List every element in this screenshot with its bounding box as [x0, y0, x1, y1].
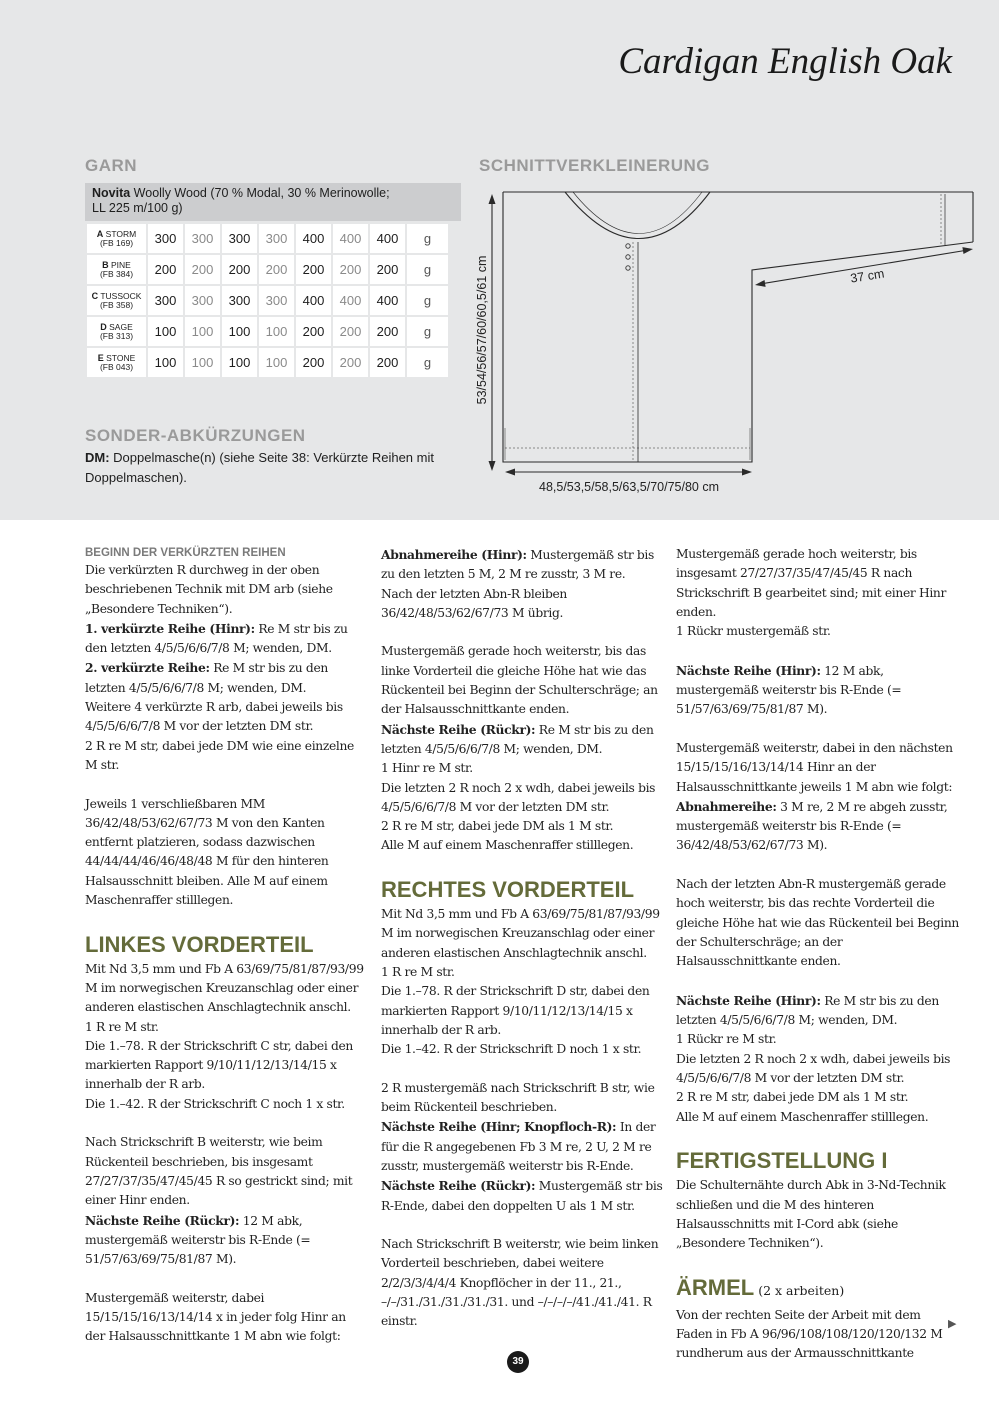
- yarn-unit-cell: g: [406, 285, 449, 316]
- paragraph: Mustergemäß weiterstr, dabei in den nächsten 15/15/15/16/13/14/14 Hinr an der Halsausschnittkante jeweils 1 M abn wie folgt: Abnahmereihe: 3 M re, 2 M re abgeh zusstr, mustergemäß weiterstr bis R-Ende (= 36/42/48/53/62/67/73 M).: [676, 740, 953, 853]
- yarn-description: [85, 183, 461, 221]
- yarn-desc: Woolly Wood (70 % Modal, 30 % Merinowolle;: [130, 186, 390, 200]
- yarn-amount-cell: 200: [258, 254, 295, 285]
- yarn-color-label: D SAGE (FB 313): [86, 316, 147, 347]
- yarn-amount-cell: 400: [295, 285, 332, 316]
- yarn-amount-cell: 400: [332, 285, 369, 316]
- yarn-amount-cell: 100: [147, 316, 184, 347]
- yarn-unit-cell: g: [406, 223, 449, 254]
- yarn-amount-cell: 300: [258, 223, 295, 254]
- abbreviation-term: DM:: [85, 450, 110, 465]
- yarn-amount-cell: 300: [184, 223, 221, 254]
- yarn-unit-cell: g: [406, 347, 449, 378]
- right-front-heading: RECHTES VORDERTEIL: [381, 877, 635, 903]
- yarn-unit-cell: g: [406, 254, 449, 285]
- sleeve-dimension-label: 37 cm: [849, 266, 886, 286]
- special-abbreviations-heading: SONDER-ABKÜRZUNGEN: [85, 426, 306, 445]
- sleeve-heading: ÄRMEL (2 x arbeiten): [676, 1274, 845, 1300]
- paragraph: Jeweils 1 verschließbaren MM 36/42/48/53/62/67/73 M von den Kanten entfernt platzieren, sodass dazwischen 44/44/44/46/46/48/48 M für den hinteren Halsausschnitt bleiben. Alle M auf einem Maschenraffer stilllegen.: [85, 796, 329, 908]
- yarn-amount-cell: 200: [332, 316, 369, 347]
- paragraph: Mustergemäß gerade hoch weiterstr, bis das linke Vorderteil die gleiche Höhe hat wie das Rückenteil bei Beginn der Schulterschräge; an der Halsausschnittkante enden. Nächste Reihe (Rückr): Re M str bis zu den letzten 4/5/5/6/6/7/8 M; wenden, DM. 1 Hinr re M str. Die letzten 2 R noch 2 x wdh, dabei jeweils bis 4/5/5/6/6/7/8 M vor der letzten DM str. 2 R re M str, dabei jede DM als 1 M str. Alle M auf einem Maschenraffer stilllegen.: [381, 644, 658, 853]
- yarn-amount-cell: 100: [221, 316, 258, 347]
- cardigan-schematic: [470, 180, 975, 500]
- yarn-row: [86, 316, 449, 347]
- yarn-heading: GARN: [85, 156, 138, 175]
- yarn-amount-cell: 300: [184, 285, 221, 316]
- paragraph: Die Schulternähte durch Abk in 3-Nd-Technik schließen und die M des hinteren Halsausschnitts mit I-Cord abk (siehe „Besondere Techniken“).: [676, 1178, 946, 1251]
- paragraph: Mit Nd 3,5 mm und Fb A 63/69/75/81/87/93/99 M im norwegischen Kreuzanschlag oder einer anderen elastischen Anschlagtechnik anschl. 1 R re M str. Die 1.–78. R der Strickschrift D str, dabei den markierten Rapport 9/10/11/12/13/14/15 x innerhalb der R arb. Die 1.–42. R der Strickschrift D noch 1 x str.: [381, 907, 660, 1057]
- yarn-unit-cell: g: [406, 316, 449, 347]
- yarn-amount-cell: 400: [332, 223, 369, 254]
- yarn-row: [86, 347, 449, 378]
- abbreviation-text: [85, 448, 455, 488]
- left-front-heading: LINKES VORDERTEIL: [85, 931, 314, 957]
- short-rows-subheading: BEGINN DER VERKÜRZTEN REIHEN: [85, 547, 286, 559]
- yarn-amount-cell: 200: [184, 254, 221, 285]
- yarn-amount-cell: 300: [147, 285, 184, 316]
- yarn-amount-cell: 200: [369, 254, 406, 285]
- yarn-row: [86, 285, 449, 316]
- yarn-amount-cell: 100: [258, 316, 295, 347]
- yarn-brand: Novita: [92, 186, 131, 200]
- yarn-amount-cell: 400: [369, 285, 406, 316]
- yarn-color-label: A STORM (FB 169): [86, 223, 147, 254]
- height-dimension-label: 53/54/56/57/60/60,5/61 cm: [475, 255, 489, 405]
- text-column-2: [381, 545, 664, 1332]
- finishing-heading: FERTIGSTELLUNG I: [676, 1148, 888, 1174]
- paragraph: Nächste Reihe (Hinr): Re M str bis zu den letzten 4/5/5/6/6/7/8 M; wenden, DM. 1 Rückr re M str. Die letzten 2 R noch 2 x wdh, dabei jeweils bis 4/5/5/6/6/7/8 M vor der letzten DM str. 2 R re M str, dabei jede DM als 1 M str. Alle M auf einem Maschenraffer stilllegen.: [676, 992, 951, 1124]
- paragraph: Mustergemäß gerade hoch weiterstr, bis insgesamt 27/27/37/35/47/45/45 R nach Strickschrift B gearbeitet sind; mit einer Hinr enden. 1 Rückr mustergemäß str.: [676, 547, 947, 639]
- yarn-amount-cell: 400: [369, 223, 406, 254]
- yarn-amount-cell: 200: [295, 254, 332, 285]
- yarn-table: [85, 222, 450, 379]
- yarn-amount-cell: 300: [221, 223, 258, 254]
- paragraph: Nach der letzten Abn-R mustergemäß gerade hoch weiterstr, bis das rechte Vorderteil die gleiche Höhe hat wie das Rückenteil bei Beginn der Schulterschräge; an der Halsausschnittkante enden.: [676, 877, 959, 969]
- continue-arrow-icon: ▶: [948, 1318, 957, 1330]
- yarn-amount-cell: 200: [221, 254, 258, 285]
- yarn-row: [86, 254, 449, 285]
- paragraph: Nächste Reihe (Hinr): 12 M abk, mustergemäß weiterstr bis R-Ende (= 51/57/63/69/75/81/87 M).: [676, 662, 902, 717]
- paragraph: Abnahmereihe (Hinr): Mustergemäß str bis zu den letzten 5 M, 2 M re zusstr, 3 M re. Nach der letzten Abn-R bleiben 36/42/48/53/62/67/73 M übrig.: [381, 547, 654, 620]
- paragraph: Nach Strickschrift B weiterstr, wie beim linken Vorderteil beschrieben, dabei weitere 2/2/3/3/4/4/4 Knopflöcher in der 11., 21., –/–/31./31./31./31./31. und –/–/–/–/41./41./41. R einstr.: [381, 1237, 659, 1329]
- paragraph: Mustergemäß weiterstr, dabei 15/15/15/16/13/14/14 x in jeder folg Hinr an der Halsausschnittkante 1 M abn wie folgt:: [85, 1290, 346, 1344]
- page-title: Cardigan English Oak: [618, 41, 952, 82]
- yarn-amount-cell: 100: [147, 347, 184, 378]
- text-column-1: [85, 545, 368, 1347]
- yarn-color-label: C TUSSOCK (FB 358): [86, 285, 147, 316]
- yarn-color-label: B PINE (FB 384): [86, 254, 147, 285]
- yarn-amount-cell: 300: [147, 223, 184, 254]
- yarn-amount-cell: 100: [258, 347, 295, 378]
- yarn-amount-cell: 300: [221, 285, 258, 316]
- yarn-amount-cell: 200: [332, 254, 369, 285]
- yarn-row: [86, 223, 449, 254]
- paragraph: Nach Strickschrift B weiterstr, wie beim Rückenteil beschrieben, bis insgesamt 27/27/37/35/47/45/45 R so gestrickt sind; mit einer Hinr enden. Nächste Reihe (Rückr): 12 M abk, mustergemäß weiterstr bis R-Ende (= 51/57/63/69/75/81/87 M).: [85, 1135, 353, 1267]
- paragraph: Die verkürzten R durchweg in der oben beschriebenen Technik mit DM arb (siehe „Besondere Techniken“). 1. verkürzte Reihe (Hinr): Re M str bis zu den letzten 4/5/5/6/6/7/8 M; wenden, DM. 2. verkürzte Reihe: Re M str bis zu den letzten 4/5/5/6/6/7/8 M; wenden, DM. Weitere 4 verkürzte R arb, dabei jeweils bis 4/5/5/6/6/7/8 M vor der letzten DM str. 2 R re M str, dabei jede DM wie eine einzelne M str.: [85, 563, 354, 772]
- yarn-amount-cell: 200: [332, 347, 369, 378]
- paragraph: Von der rechten Seite der Arbeit mit dem Faden in Fb A 96/96/108/108/120/120/132 M rundherum aus der Armausschnittkante: [676, 1307, 943, 1361]
- paragraph: Mit Nd 3,5 mm und Fb A 63/69/75/81/87/93/99 M im norwegischen Kreuzanschlag oder einer anderen elastischen Anschlagtechnik anschl. 1 R re M str. Die 1.–78. R der Strickschrift C str, dabei den markierten Rapport 9/10/11/12/13/14/15 x innerhalb der R arb. Die 1.–42. R der Strickschrift C noch 1 x str.: [85, 961, 364, 1111]
- schematic-heading: SCHNITTVERKLEINERUNG: [479, 156, 711, 175]
- page-number: 39: [507, 1351, 529, 1373]
- yarn-amount-cell: 300: [258, 285, 295, 316]
- yarn-amount-cell: 100: [221, 347, 258, 378]
- abbreviation-def: Doppelmasche(n) (siehe Seite 38: Verkürzte Reihen mit Doppelmaschen).: [85, 450, 434, 485]
- width-dimension-label: 48,5/53,5/58,5/63,5/70/75/80 cm: [539, 480, 719, 494]
- yarn-amount-cell: 400: [295, 223, 332, 254]
- text-column-3: [676, 545, 959, 1364]
- yarn-amount-cell: 100: [184, 316, 221, 347]
- yarn-amount-cell: 100: [184, 347, 221, 378]
- yarn-color-label: E STONE (FB 043): [86, 347, 147, 378]
- paragraph: 2 R mustergemäß nach Strickschrift B str, wie beim Rückenteil beschrieben. Nächste Reihe (Hinr; Knopfloch-R): In der für die R angegebenen Fb 3 M re, 2 U, 2 M re zusstr, mustergemäß weiterstr bis R-Ende. Nächste Reihe (Rückr): Mustergemäß str bis R-Ende, dabei den doppelten U als 1 M str.: [381, 1080, 663, 1213]
- yarn-desc-2: LL 225 m/100 g): [92, 201, 183, 215]
- yarn-amount-cell: 200: [147, 254, 184, 285]
- yarn-amount-cell: 200: [295, 347, 332, 378]
- yarn-amount-cell: 200: [295, 316, 332, 347]
- yarn-amount-cell: 200: [369, 316, 406, 347]
- yarn-amount-cell: 200: [369, 347, 406, 378]
